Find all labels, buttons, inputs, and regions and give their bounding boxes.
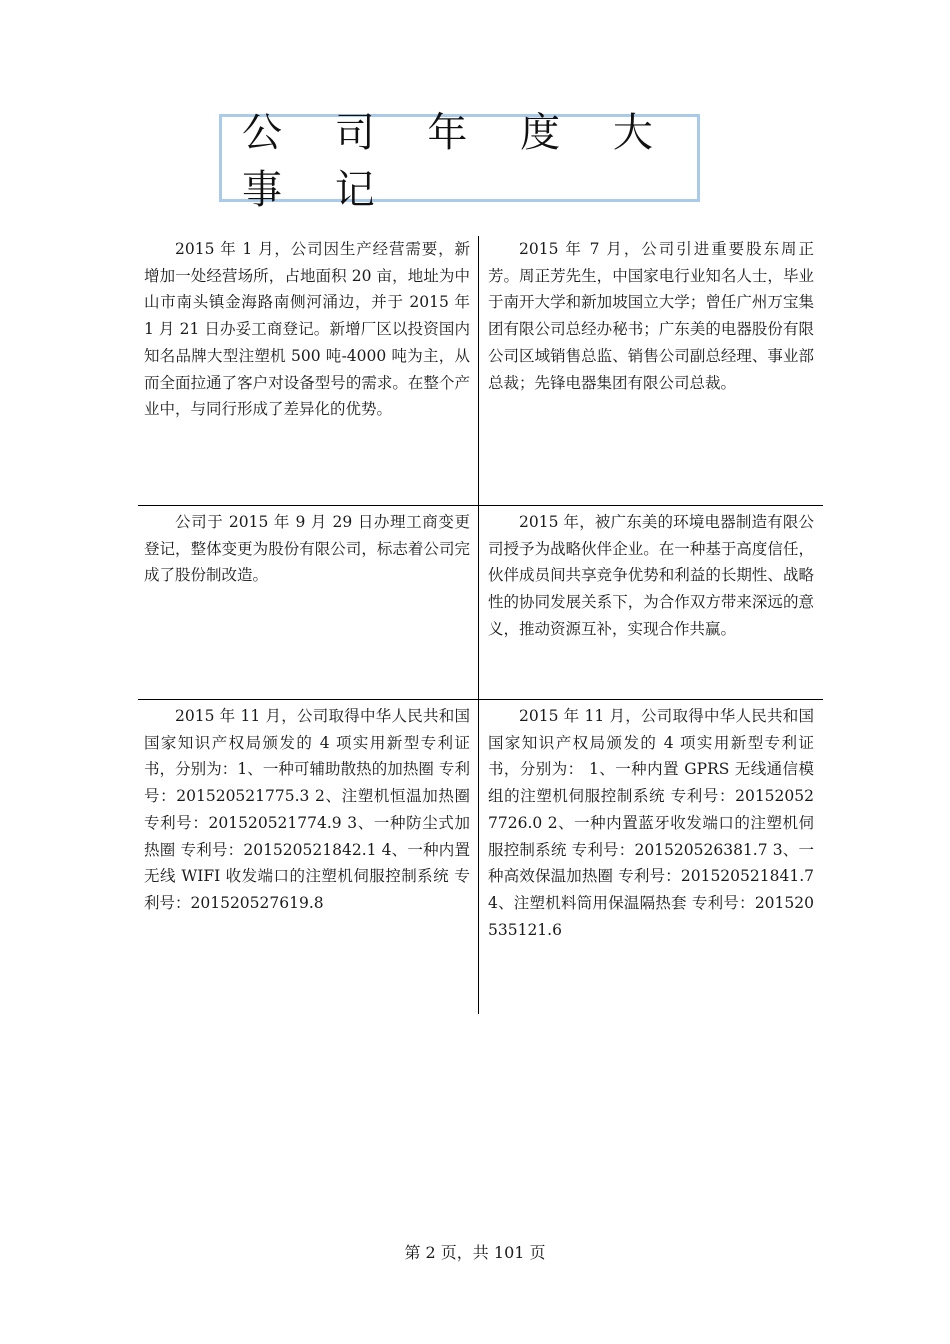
row-divider-2 (138, 699, 823, 700)
event-cell-2015-01: 2015 年 1 月，公司因生产经营需要，新增加一处经营场所，占地面积 20 亩，地址为中山市南头镇金海路南侧河涌边，并于 2015 年 1 月 21 日办妥工商登记。新增厂区以投资国内知名品牌大型注塑机 500 吨-4000 吨为主，从而全面拉通了客户对设备型号的需求。在整个产业中，与同行形成了差异化的优势。 (144, 240, 470, 419)
column-divider (478, 236, 479, 1014)
row-divider-1 (138, 505, 823, 506)
event-cell-2015-07: 2015 年 7 月，公司引进重要股东周正芳。周正芳先生，中国家电行业知名人士，毕业于南开大学和新加坡国立大学；曾任广州万宝集团有限公司总经办秘书；广东美的电器股份有限公司区域销售总监、销售公司副总经理、事业部总裁；先锋电器集团有限公司总裁。 (488, 240, 814, 392)
event-cell-2015-partner: 2015 年，被广东美的环境电器制造有限公司授予为战略伙伴企业。在一种基于高度信任，伙伴成员间共享竞争优势和利益的长期性、战略性的协同发展关系下，为合作双方带来深远的意义，推动资源互补，实现合作共赢。 (488, 513, 814, 638)
page-title: 公 司 年 度 大 事 记 (242, 110, 673, 213)
page-footer: 第 2 页，共 101 页 (404, 1243, 546, 1262)
title-box (219, 110, 700, 213)
event-cell-2015-11-b: 2015 年 11 月，公司取得中华人民共和国国家知识产权局颁发的 4 项实用新型专利证书，分别为： 1、一种内置 GPRS 无线通信模组的注塑机伺服控制系统 专利号：201520527726.0 2、一种内置蓝牙收发端口的注塑机伺服控制系统 专利号：201520526381.7 3、一种高效保温加热圈 专利号：201520521841.7 4、注塑机料筒用保温隔热套 专利号：201520535121.6 (488, 707, 814, 939)
event-cell-2015-11-a: 2015 年 11 月，公司取得中华人民共和国国家知识产权局颁发的 4 项实用新型专利证书，分别为：1、一种可辅助散热的加热圈 专利号：201520521775.3 2、注塑机恒温加热圈 专利号：201520521774.9 3、一种防尘式加热圈 专利号：201520521842.1 4、一种内置无线 WIFI 收发端口的注塑机伺服控制系统 专利号：201520527619.8 (144, 707, 470, 912)
event-cell-2015-09: 公司于 2015 年 9 月 29 日办理工商变更登记，整体变更为股份有限公司，标志着公司完成了股份制改造。 (144, 513, 470, 585)
